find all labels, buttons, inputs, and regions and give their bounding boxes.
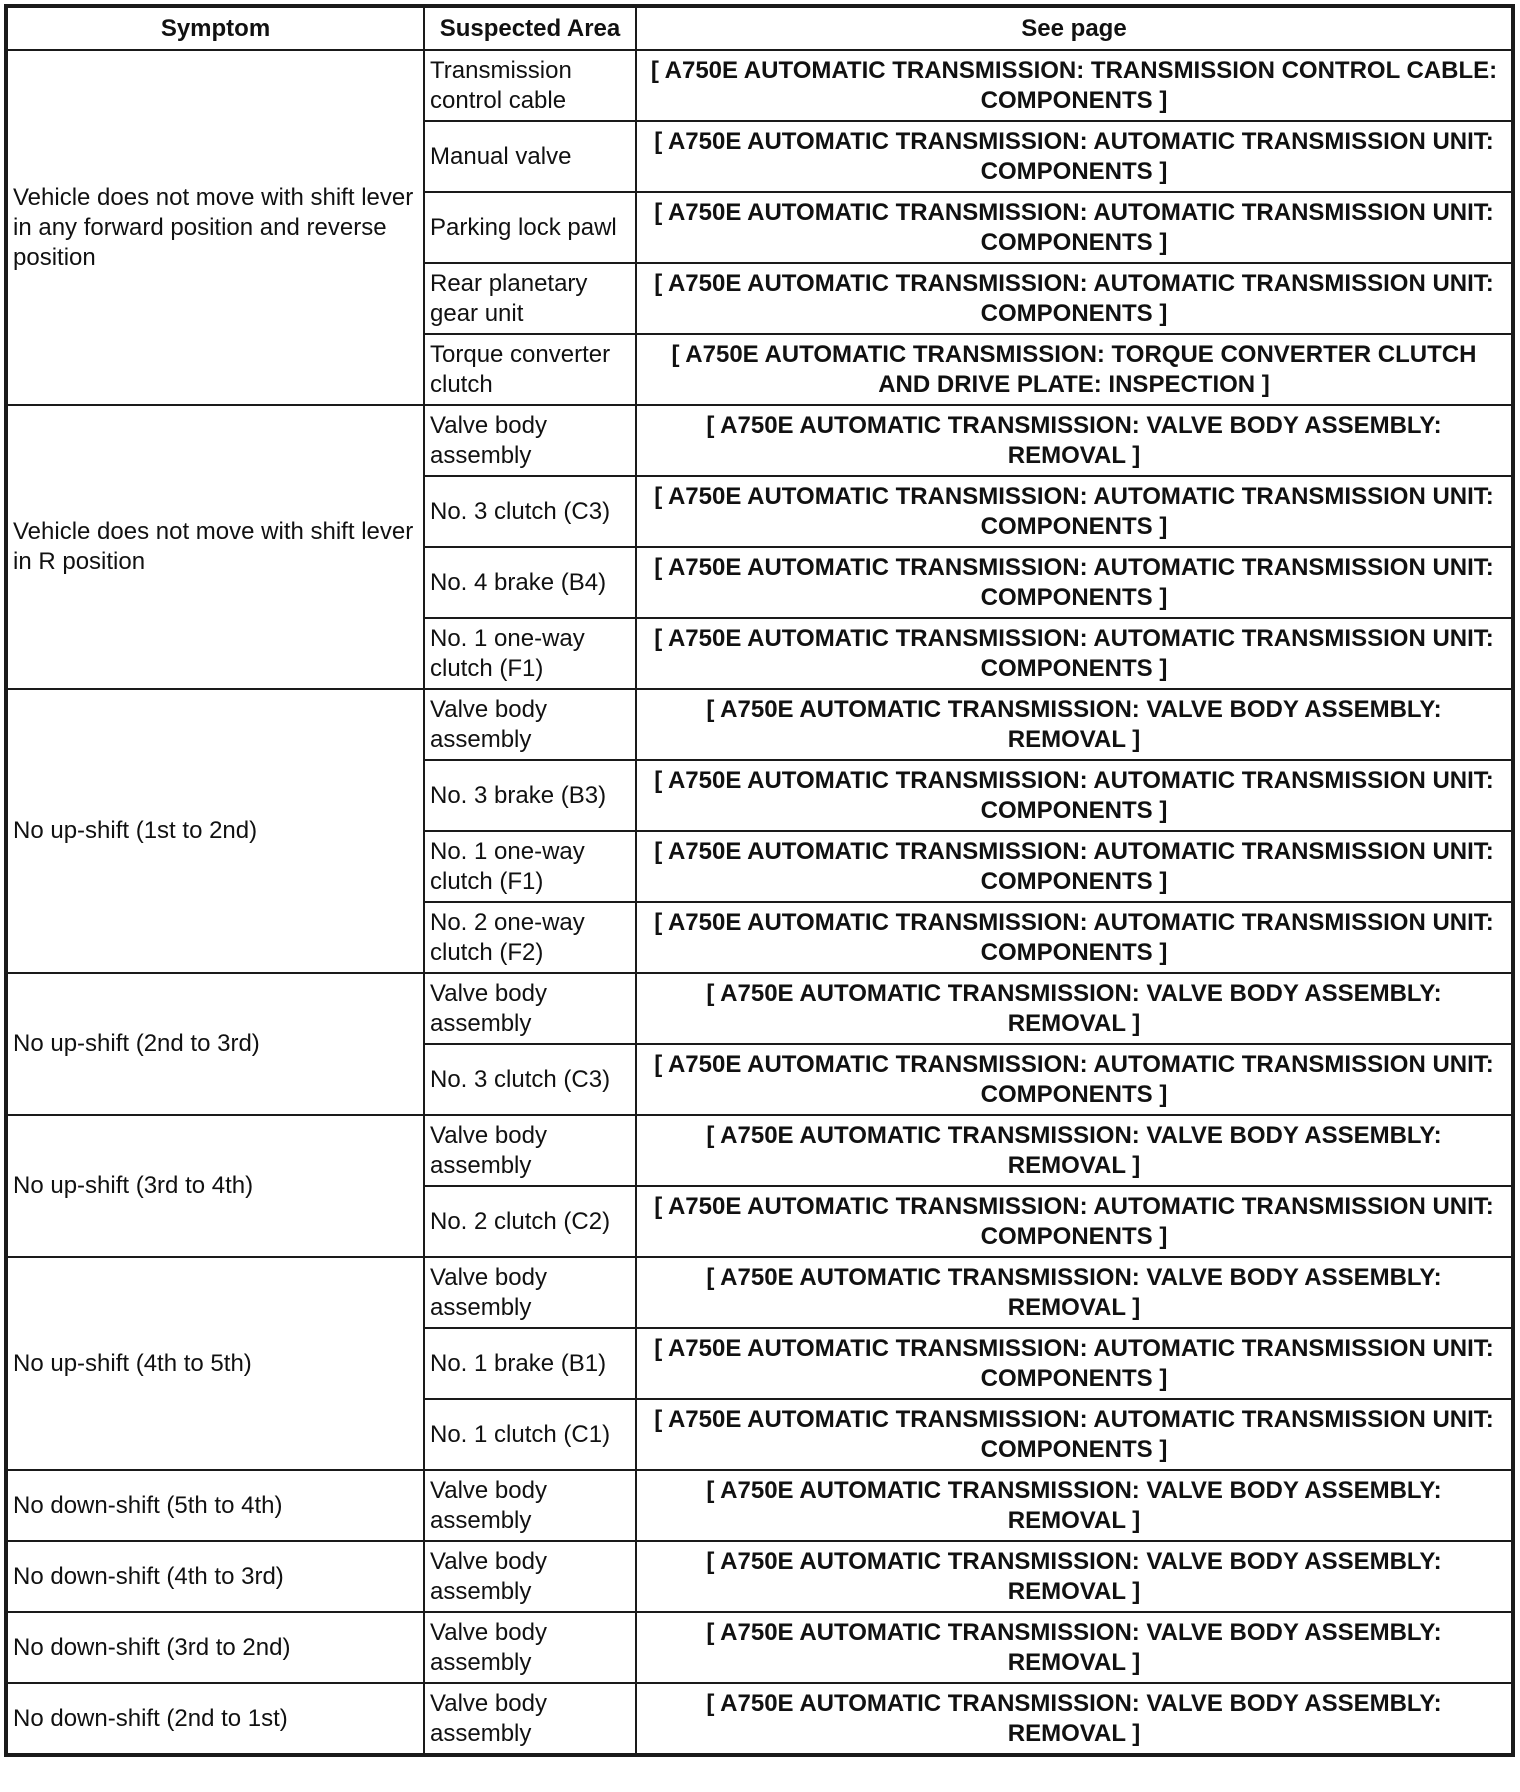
symptom-cell: No up-shift (1st to 2nd) bbox=[7, 689, 424, 973]
table-row bbox=[7, 689, 1512, 760]
see-page-link[interactable]: [ A750E AUTOMATIC TRANSMISSION: VALVE BODY ASSEMBLY: REMOVAL ] bbox=[636, 689, 1512, 760]
see-page-link[interactable]: [ A750E AUTOMATIC TRANSMISSION: VALVE BODY ASSEMBLY: REMOVAL ] bbox=[636, 1612, 1512, 1683]
see-page-link[interactable]: [ A750E AUTOMATIC TRANSMISSION: AUTOMATIC TRANSMISSION UNIT: COMPONENTS ] bbox=[636, 831, 1512, 902]
see-page-link[interactable]: [ A750E AUTOMATIC TRANSMISSION: VALVE BODY ASSEMBLY: REMOVAL ] bbox=[636, 1470, 1512, 1541]
symptom-cell: No down-shift (3rd to 2nd) bbox=[7, 1612, 424, 1683]
see-page-link[interactable]: [ A750E AUTOMATIC TRANSMISSION: AUTOMATIC TRANSMISSION UNIT: COMPONENTS ] bbox=[636, 192, 1512, 263]
troubleshooting-table-container bbox=[6, 6, 1513, 1755]
suspected-area-cell: No. 1 clutch (C1) bbox=[424, 1399, 636, 1470]
suspected-area-cell: Valve body assembly bbox=[424, 973, 636, 1044]
see-page-link[interactable]: [ A750E AUTOMATIC TRANSMISSION: VALVE BODY ASSEMBLY: REMOVAL ] bbox=[636, 1541, 1512, 1612]
see-page-link[interactable]: [ A750E AUTOMATIC TRANSMISSION: AUTOMATIC TRANSMISSION UNIT: COMPONENTS ] bbox=[636, 902, 1512, 973]
symptom-cell: No down-shift (5th to 4th) bbox=[7, 1470, 424, 1541]
see-page-link[interactable]: [ A750E AUTOMATIC TRANSMISSION: VALVE BODY ASSEMBLY: REMOVAL ] bbox=[636, 405, 1512, 476]
symptom-cell: Vehicle does not move with shift lever in R position bbox=[7, 405, 424, 689]
table-row bbox=[7, 405, 1512, 476]
symptom-cell: No up-shift (2nd to 3rd) bbox=[7, 973, 424, 1115]
suspected-area-cell: No. 1 one-way clutch (F1) bbox=[424, 831, 636, 902]
header-row bbox=[7, 7, 1512, 50]
suspected-area-cell: No. 3 clutch (C3) bbox=[424, 476, 636, 547]
table-row bbox=[7, 1470, 1512, 1541]
suspected-area-cell: Parking lock pawl bbox=[424, 192, 636, 263]
see-page-link[interactable]: [ A750E AUTOMATIC TRANSMISSION: VALVE BODY ASSEMBLY: REMOVAL ] bbox=[636, 1115, 1512, 1186]
suspected-area-cell: No. 2 clutch (C2) bbox=[424, 1186, 636, 1257]
symptom-column-header: Symptom bbox=[7, 7, 424, 50]
suspected-area-cell: No. 2 one-way clutch (F2) bbox=[424, 902, 636, 973]
suspected-area-cell: Valve body assembly bbox=[424, 1257, 636, 1328]
suspected-area-cell: Valve body assembly bbox=[424, 1612, 636, 1683]
see-page-link[interactable]: [ A750E AUTOMATIC TRANSMISSION: AUTOMATIC TRANSMISSION UNIT: COMPONENTS ] bbox=[636, 618, 1512, 689]
symptom-cell: No down-shift (4th to 3rd) bbox=[7, 1541, 424, 1612]
table-header bbox=[7, 7, 1512, 50]
table-row bbox=[7, 1115, 1512, 1186]
see-page-link[interactable]: [ A750E AUTOMATIC TRANSMISSION: AUTOMATIC TRANSMISSION UNIT: COMPONENTS ] bbox=[636, 263, 1512, 334]
see-page-link[interactable]: [ A750E AUTOMATIC TRANSMISSION: TRANSMISSION CONTROL CABLE: COMPONENTS ] bbox=[636, 50, 1512, 121]
see-page-link[interactable]: [ A750E AUTOMATIC TRANSMISSION: VALVE BODY ASSEMBLY: REMOVAL ] bbox=[636, 1683, 1512, 1754]
suspected-area-cell: Valve body assembly bbox=[424, 1541, 636, 1612]
suspected-area-cell: No. 1 brake (B1) bbox=[424, 1328, 636, 1399]
see-page-link[interactable]: [ A750E AUTOMATIC TRANSMISSION: VALVE BODY ASSEMBLY: REMOVAL ] bbox=[636, 973, 1512, 1044]
see-page-link[interactable]: [ A750E AUTOMATIC TRANSMISSION: VALVE BODY ASSEMBLY: REMOVAL ] bbox=[636, 1257, 1512, 1328]
see-page-link[interactable]: [ A750E AUTOMATIC TRANSMISSION: AUTOMATIC TRANSMISSION UNIT: COMPONENTS ] bbox=[636, 1328, 1512, 1399]
suspected-area-cell: Valve body assembly bbox=[424, 689, 636, 760]
table-row bbox=[7, 50, 1512, 121]
suspected-area-cell: No. 1 one-way clutch (F1) bbox=[424, 618, 636, 689]
suspected-area-cell: No. 4 brake (B4) bbox=[424, 547, 636, 618]
see-page-link[interactable]: [ A750E AUTOMATIC TRANSMISSION: AUTOMATIC TRANSMISSION UNIT: COMPONENTS ] bbox=[636, 547, 1512, 618]
see-page-link[interactable]: [ A750E AUTOMATIC TRANSMISSION: TORQUE CONVERTER CLUTCH AND DRIVE PLATE: INSPECTION ] bbox=[636, 334, 1512, 405]
suspected-area-cell: No. 3 brake (B3) bbox=[424, 760, 636, 831]
symptom-cell: No down-shift (2nd to 1st) bbox=[7, 1683, 424, 1754]
table-row bbox=[7, 1257, 1512, 1328]
suspected-area-column-header: Suspected Area bbox=[424, 7, 636, 50]
symptom-cell: No up-shift (3rd to 4th) bbox=[7, 1115, 424, 1257]
suspected-area-cell: Valve body assembly bbox=[424, 1470, 636, 1541]
table-row bbox=[7, 1683, 1512, 1754]
see-page-link[interactable]: [ A750E AUTOMATIC TRANSMISSION: AUTOMATIC TRANSMISSION UNIT: COMPONENTS ] bbox=[636, 1044, 1512, 1115]
suspected-area-cell: Torque converter clutch bbox=[424, 334, 636, 405]
suspected-area-cell: No. 3 clutch (C3) bbox=[424, 1044, 636, 1115]
table-row bbox=[7, 1612, 1512, 1683]
see-page-link[interactable]: [ A750E AUTOMATIC TRANSMISSION: AUTOMATIC TRANSMISSION UNIT: COMPONENTS ] bbox=[636, 760, 1512, 831]
see-page-link[interactable]: [ A750E AUTOMATIC TRANSMISSION: AUTOMATIC TRANSMISSION UNIT: COMPONENTS ] bbox=[636, 121, 1512, 192]
troubleshooting-table bbox=[6, 6, 1513, 1755]
table-row bbox=[7, 973, 1512, 1044]
see-page-link[interactable]: [ A750E AUTOMATIC TRANSMISSION: AUTOMATIC TRANSMISSION UNIT: COMPONENTS ] bbox=[636, 476, 1512, 547]
see-page-link[interactable]: [ A750E AUTOMATIC TRANSMISSION: AUTOMATIC TRANSMISSION UNIT: COMPONENTS ] bbox=[636, 1186, 1512, 1257]
table-body bbox=[7, 50, 1512, 1754]
suspected-area-cell: Valve body assembly bbox=[424, 405, 636, 476]
suspected-area-cell: Valve body assembly bbox=[424, 1115, 636, 1186]
symptom-cell: No up-shift (4th to 5th) bbox=[7, 1257, 424, 1470]
see-page-link[interactable]: [ A750E AUTOMATIC TRANSMISSION: AUTOMATIC TRANSMISSION UNIT: COMPONENTS ] bbox=[636, 1399, 1512, 1470]
suspected-area-cell: Transmission control cable bbox=[424, 50, 636, 121]
table-row bbox=[7, 1541, 1512, 1612]
suspected-area-cell: Rear planetary gear unit bbox=[424, 263, 636, 334]
suspected-area-cell: Manual valve bbox=[424, 121, 636, 192]
suspected-area-cell: Valve body assembly bbox=[424, 1683, 636, 1754]
see-page-column-header: See page bbox=[636, 7, 1512, 50]
symptom-cell: Vehicle does not move with shift lever in any forward position and reverse position bbox=[7, 50, 424, 405]
